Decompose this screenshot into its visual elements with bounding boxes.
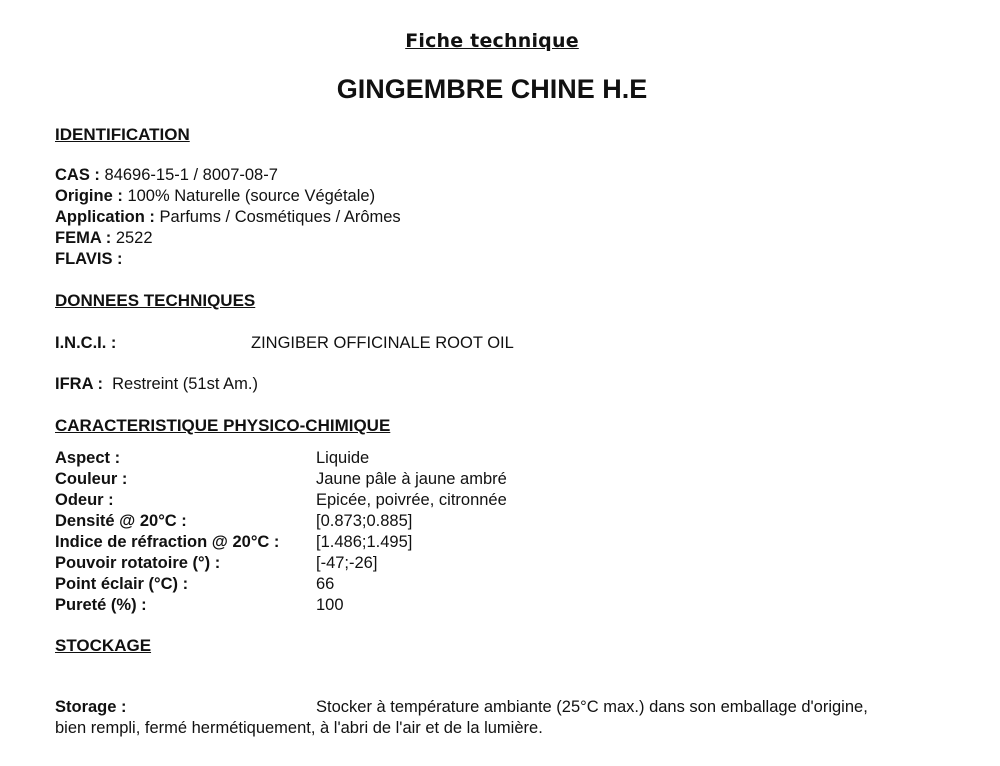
section-physico-title: CARACTERISTIQUE PHYSICO-CHIMIQUE [55,416,391,435]
physico-row-label: Indice de réfraction @ 20°C : [55,533,280,551]
physico-row-purete [55,595,755,616]
storage-block [55,697,955,739]
origine-value: 100% Naturelle (source Végétale) [127,187,376,205]
application-label: Application : [55,208,155,226]
product-title: GINGEMBRE CHINE H.E [336,74,648,104]
physico-row-value: [-47;-26] [316,554,378,572]
physico-row-value: Jaune pâle à jaune ambré [316,470,507,488]
fema-label: FEMA : [55,229,112,247]
physico-row-label: Couleur : [55,470,128,488]
section-identification-title: IDENTIFICATION [55,125,190,144]
storage-label: Storage : [55,698,127,716]
origine-line [55,186,375,207]
physico-row-eclair [55,574,755,595]
physico-row-label: Pureté (%) : [55,596,147,614]
physico-row-value: Epicée, poivrée, citronnée [316,491,507,509]
origine-label: Origine : [55,187,123,205]
section-stockage-title: STOCKAGE [55,636,152,655]
physico-row-value: Liquide [316,449,370,467]
inci-value: ZINGIBER OFFICINALE ROOT OIL [251,334,514,352]
cas-value: 84696-15-1 / 8007-08-7 [104,166,278,184]
application-value: Parfums / Cosmétiques / Arômes [159,208,401,226]
physico-row-label: Pouvoir rotatoire (°) : [55,554,221,572]
fema-value: 2522 [115,229,153,247]
physico-row-aspect [55,448,755,469]
flavis-label: FLAVIS : [55,250,123,268]
physico-row-label: Aspect : [55,449,121,467]
physico-row-densite [55,511,755,532]
storage-value-line1: Stocker à température ambiante (25°C max.) dans son emballage d'origine, [316,698,868,716]
physico-row-couleur [55,469,755,490]
physico-row-value: 100 [316,596,344,614]
fema-line [55,228,153,249]
physico-row-rotatoire [55,553,755,574]
document-type-heading: Fiche technique [405,30,579,52]
physico-row-label: Odeur : [55,491,114,509]
physico-row-label: Point éclair (°C) : [55,575,189,593]
physico-row-odeur [55,490,755,511]
ifra-line [55,374,258,395]
cas-label: CAS : [55,166,100,184]
ifra-value: Restreint (51st Am.) [112,375,258,393]
section-donnees-title: DONNEES TECHNIQUES [55,291,256,310]
cas-line [55,165,278,186]
storage-value-line2: bien rempli, fermé hermétiquement, à l'abri de l'air et de la lumière. [55,719,543,737]
physico-row-value: [1.486;1.495] [316,533,413,551]
physico-row-value: [0.873;0.885] [316,512,413,530]
physico-row-refraction [55,532,755,553]
flavis-line [55,249,123,270]
ifra-label: IFRA : [55,375,103,393]
physico-row-value: 66 [316,575,335,593]
inci-label: I.N.C.I. : [55,334,117,352]
physico-row-label: Densité @ 20°C : [55,512,187,530]
application-line [55,207,401,228]
